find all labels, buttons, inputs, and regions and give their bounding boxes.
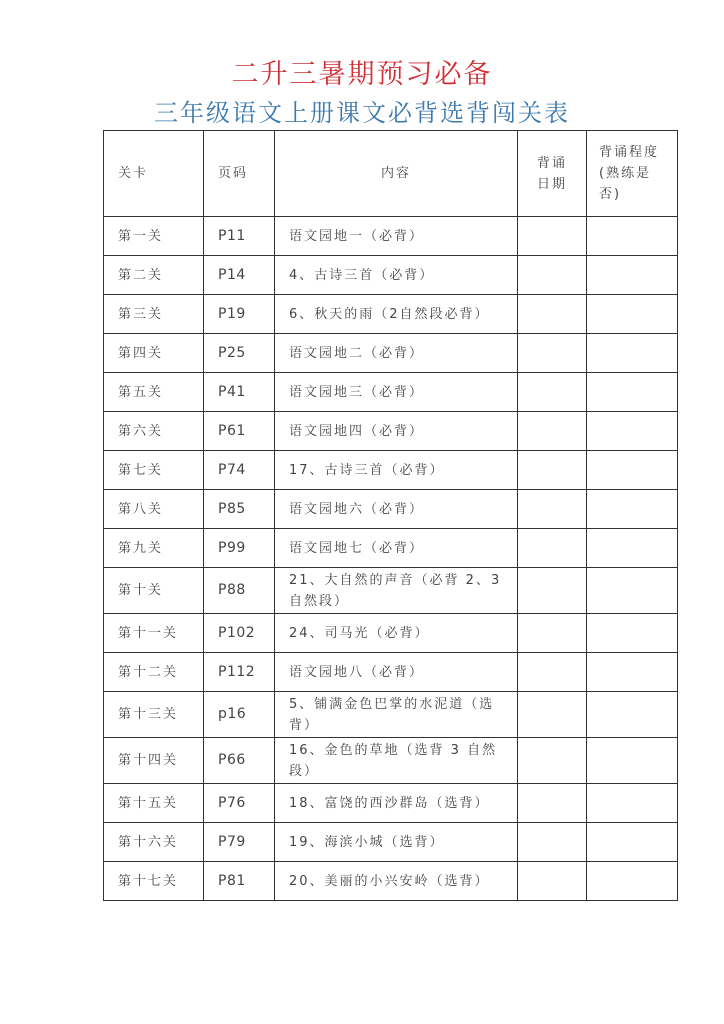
content-cell: 语文园地二（必背） — [275, 334, 518, 373]
date-cell[interactable] — [518, 490, 587, 529]
page-cell: P25 — [204, 334, 275, 373]
level-cell: 第一关 — [104, 217, 204, 256]
page-cell: P41 — [204, 373, 275, 412]
level-cell: 第十六关 — [104, 823, 204, 862]
proficiency-cell[interactable] — [587, 568, 678, 614]
level-cell: 第十四关 — [104, 738, 204, 784]
level-cell: 第十五关 — [104, 784, 204, 823]
proficiency-cell[interactable] — [587, 653, 678, 692]
table-row — [104, 412, 678, 451]
table-row — [104, 692, 678, 738]
document-title: 二升三暑期预习必备 — [231, 59, 493, 90]
content-cell: 语文园地三（必背） — [275, 373, 518, 412]
header-page: 页码 — [204, 131, 275, 217]
level-cell: 第十二关 — [104, 653, 204, 692]
level-cell: 第十七关 — [104, 862, 204, 901]
level-cell: 第八关 — [104, 490, 204, 529]
date-cell[interactable] — [518, 784, 587, 823]
proficiency-cell[interactable] — [587, 692, 678, 738]
content-cell: 17、古诗三首（必背） — [275, 451, 518, 490]
proficiency-cell[interactable] — [587, 823, 678, 862]
content-cell: 18、富饶的西沙群岛（选背） — [275, 784, 518, 823]
date-cell[interactable] — [518, 862, 587, 901]
page-cell: P14 — [204, 256, 275, 295]
content-cell: 语文园地六（必背） — [275, 490, 518, 529]
page-cell: P99 — [204, 529, 275, 568]
proficiency-cell[interactable] — [587, 490, 678, 529]
content-cell: 语文园地八（必背） — [275, 653, 518, 692]
date-cell[interactable] — [518, 334, 587, 373]
level-cell: 第三关 — [104, 295, 204, 334]
table-row — [104, 784, 678, 823]
content-cell: 5、铺满金色巴掌的水泥道（选背） — [275, 692, 518, 738]
page-cell: P112 — [204, 653, 275, 692]
date-cell[interactable] — [518, 412, 587, 451]
page-cell: P19 — [204, 295, 275, 334]
proficiency-cell[interactable] — [587, 412, 678, 451]
level-cell: 第十三关 — [104, 692, 204, 738]
proficiency-cell[interactable] — [587, 373, 678, 412]
level-cell: 第十关 — [104, 568, 204, 614]
table-row — [104, 490, 678, 529]
date-cell[interactable] — [518, 614, 587, 653]
proficiency-cell[interactable] — [587, 334, 678, 373]
date-cell[interactable] — [518, 692, 587, 738]
table-row — [104, 653, 678, 692]
level-cell: 第四关 — [104, 334, 204, 373]
date-cell[interactable] — [518, 568, 587, 614]
page-cell: P79 — [204, 823, 275, 862]
page-cell: P76 — [204, 784, 275, 823]
level-cell: 第二关 — [104, 256, 204, 295]
table-row — [104, 568, 678, 614]
table-row — [104, 451, 678, 490]
table-row — [104, 862, 678, 901]
document-subtitle: 三年级语文上册课文必背选背闯关表 — [154, 99, 570, 127]
table-row — [104, 738, 678, 784]
content-cell: 16、金色的草地（选背 3 自然段） — [275, 738, 518, 784]
proficiency-cell[interactable] — [587, 451, 678, 490]
page-cell: P61 — [204, 412, 275, 451]
date-cell[interactable] — [518, 529, 587, 568]
date-cell[interactable] — [518, 823, 587, 862]
table-header-row — [104, 131, 678, 217]
level-cell: 第七关 — [104, 451, 204, 490]
content-cell: 语文园地一（必背） — [275, 217, 518, 256]
content-cell: 20、美丽的小兴安岭（选背） — [275, 862, 518, 901]
table-row — [104, 614, 678, 653]
level-cell: 第五关 — [104, 373, 204, 412]
proficiency-cell[interactable] — [587, 738, 678, 784]
header-content: 内容 — [275, 131, 518, 217]
proficiency-cell[interactable] — [587, 614, 678, 653]
page-cell: P85 — [204, 490, 275, 529]
table-row — [104, 334, 678, 373]
proficiency-cell[interactable] — [587, 784, 678, 823]
content-cell: 24、司马光（必背） — [275, 614, 518, 653]
date-cell[interactable] — [518, 256, 587, 295]
page-cell: P11 — [204, 217, 275, 256]
page-cell: P102 — [204, 614, 275, 653]
date-cell[interactable] — [518, 295, 587, 334]
page-cell: P74 — [204, 451, 275, 490]
proficiency-cell[interactable] — [587, 862, 678, 901]
table-row — [104, 217, 678, 256]
table-row — [104, 373, 678, 412]
table-row — [104, 295, 678, 334]
table-row — [104, 256, 678, 295]
level-cell: 第十一关 — [104, 614, 204, 653]
content-cell: 6、秋天的雨（2自然段必背） — [275, 295, 518, 334]
page-cell: p16 — [204, 692, 275, 738]
proficiency-cell[interactable] — [587, 295, 678, 334]
header-date: 背诵日期 — [518, 131, 587, 217]
content-cell: 21、大自然的声音（必背 2、3 自然段） — [275, 568, 518, 614]
level-cell: 第六关 — [104, 412, 204, 451]
proficiency-cell[interactable] — [587, 256, 678, 295]
content-cell: 语文园地七（必背） — [275, 529, 518, 568]
level-cell: 第九关 — [104, 529, 204, 568]
content-cell: 语文园地四（必背） — [275, 412, 518, 451]
table-row — [104, 823, 678, 862]
table-row — [104, 529, 678, 568]
date-cell[interactable] — [518, 653, 587, 692]
proficiency-cell[interactable] — [587, 217, 678, 256]
date-cell[interactable] — [518, 738, 587, 784]
proficiency-cell[interactable] — [587, 529, 678, 568]
content-cell: 4、古诗三首（必背） — [275, 256, 518, 295]
date-cell[interactable] — [518, 451, 587, 490]
header-level: 关卡 — [104, 131, 204, 217]
recitation-table — [103, 130, 678, 901]
date-cell[interactable] — [518, 217, 587, 256]
date-cell[interactable] — [518, 373, 587, 412]
page-cell: P81 — [204, 862, 275, 901]
page-cell: P88 — [204, 568, 275, 614]
page-cell: P66 — [204, 738, 275, 784]
content-cell: 19、海滨小城（选背） — [275, 823, 518, 862]
header-proficiency: 背诵程度(熟练是否) — [587, 131, 678, 217]
